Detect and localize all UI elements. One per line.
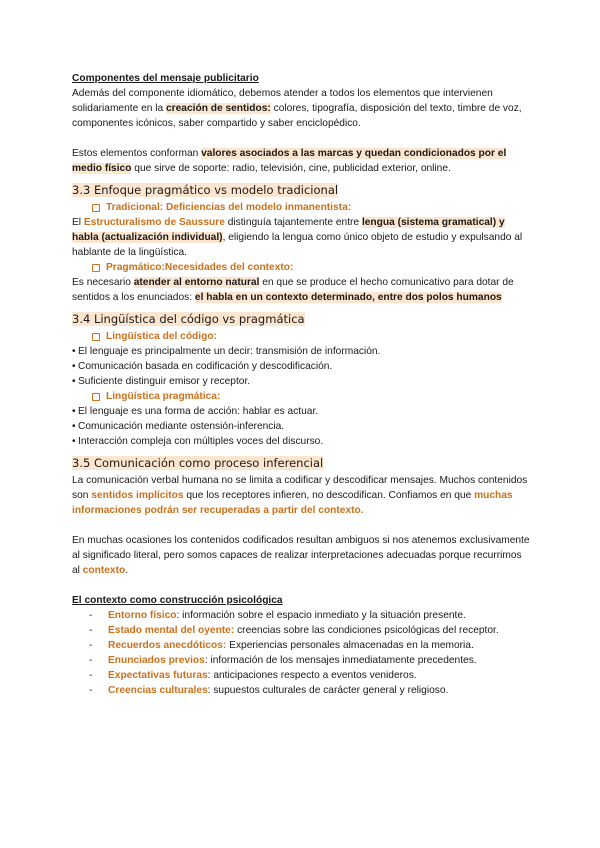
bullet-item (72, 359, 532, 374)
bullet-item (72, 434, 532, 449)
orange-term: Enunciados previos (108, 655, 205, 666)
text: El (72, 217, 84, 228)
paragraph-creation-of-meanings (72, 86, 532, 131)
checkbox-icon[interactable] (92, 204, 100, 212)
checkbox-icon[interactable] (92, 333, 100, 341)
highlight-text: valores asociados a las marcas y quedan condicionados por el medio físico (72, 148, 507, 174)
checklist-item-traditional (92, 200, 532, 215)
section-heading-3-5 (72, 455, 532, 472)
heading-components: Componentes del mensaje publicitario (72, 73, 259, 84)
orange-term: Estado mental del oyente: (108, 625, 235, 636)
text: Además del componente idiomático, debemos atender a todos los elementos que intervienen solidariamente en la (72, 88, 493, 114)
dash-icon: - (89, 625, 93, 636)
orange-term: Creencias culturales (108, 685, 208, 696)
section-title: 3.3 Enfoque pragmático vs modelo tradicional (72, 183, 339, 197)
bullet-icon: • (72, 406, 76, 417)
text: : supuestos culturales de carácter general y religioso. (207, 685, 449, 696)
list-item (89, 668, 532, 683)
bullet-item (72, 344, 532, 359)
spacer (72, 578, 532, 593)
checklist-label: Tradicional: Deficiencias del modelo inmanentista: (106, 202, 352, 213)
list-item (89, 683, 532, 698)
orange-term: Expectativas futuras (108, 670, 208, 681)
text: colores, tipografía, disposición del texto, timbre de voz, componentes icónicos, saber compartido y saber enciclopédico. (72, 103, 522, 129)
checklist-label: Lingüística pragmática: (106, 391, 221, 402)
bullet-text: Comunicación basada en codificación y descodificación. (78, 361, 333, 372)
orange-term: muchas informaciones podrán ser recuperadas a partir del contexto. (72, 490, 513, 516)
bullet-item (72, 404, 532, 419)
paragraph-ambiguous-contents (72, 533, 532, 578)
checklist-label: Lingüística del código: (106, 331, 217, 342)
document-page (72, 71, 532, 698)
orange-term: sentidos implícitos (91, 490, 184, 501)
checklist-item-code-linguistics (92, 329, 532, 344)
checkbox-icon[interactable] (92, 264, 100, 272)
checklist-label: Pragmático:Necesidades del contexto: (106, 262, 294, 273)
text: La comunicación verbal humana no se limita a codificar y descodificar mensajes. Muchos contenidos son (72, 475, 528, 501)
paragraph-implicit-meanings (72, 473, 532, 518)
text: Es necesario (72, 277, 134, 288)
bullet-icon: • (72, 376, 76, 387)
highlight-text: atender al entorno natural (133, 277, 260, 288)
bullet-icon: • (72, 361, 76, 372)
bullet-text: El lenguaje es principalmente un decir: transmisión de información. (78, 346, 381, 357)
section-heading-3-4 (72, 311, 532, 328)
bullet-item (72, 374, 532, 389)
list-item (89, 638, 532, 653)
text: creencias sobre las condiciones psicológicas del receptor. (234, 625, 499, 636)
checklist-item-pragmatic-linguistics (92, 389, 532, 404)
text: Estos elementos conforman (72, 148, 202, 159)
text: : anticipaciones respecto a eventos venideros. (207, 670, 417, 681)
dash-icon: - (89, 670, 93, 681)
paragraph-saussure (72, 215, 532, 260)
text: que los receptores infieren, no descodifican. Confiamos en que (183, 490, 475, 501)
bullet-icon: • (72, 421, 76, 432)
dash-icon: - (89, 685, 93, 696)
text: en que se produce el hecho comunicativo para dotar de sentidos a los enunciados: (72, 277, 514, 303)
section-heading-3-3 (72, 182, 532, 199)
text: . (125, 565, 129, 576)
paragraph-natural-environment (72, 275, 532, 305)
bullet-text: Interacción compleja con múltiples voces del discurso. (78, 436, 324, 447)
heading-context: El contexto como construcción psicológica (72, 595, 283, 606)
spacer (72, 518, 532, 533)
list-item (89, 608, 532, 623)
orange-term: Recuerdos anecdóticos: (108, 640, 227, 651)
checklist-item-pragmatic (92, 260, 532, 275)
bullet-text: Suficiente distinguir emisor y receptor. (78, 376, 251, 387)
bullet-text: Comunicación mediante ostensión-inferencia. (78, 421, 285, 432)
text: : información sobre el espacio inmediato y la situación presente. (176, 610, 466, 621)
spacer (72, 131, 532, 146)
orange-term: contexto (82, 565, 126, 576)
highlight-text: lengua (sistema gramatical) y habla (actualización individual) (72, 217, 505, 243)
bullet-item (72, 419, 532, 434)
highlight-text: creación de sentidos: (166, 103, 271, 114)
dash-icon: - (89, 655, 93, 666)
list-item (89, 623, 532, 638)
section-title: 3.5 Comunicación como proceso inferencial (72, 456, 324, 470)
highlight-text: el habla en un contexto determinado, entre dos polos humanos (194, 292, 502, 303)
text: , eligiendo la lengua como único objeto de estudio y expulsando al hablante de la lingüística. (72, 232, 523, 258)
text: Experiencias personales almacenadas en la memoria. (226, 640, 474, 651)
list-item (89, 653, 532, 668)
bullet-icon: • (72, 436, 76, 447)
section-title: 3.4 Lingüística del código vs pragmática (72, 312, 305, 326)
orange-term: Estructuralismo de Saussure (83, 217, 225, 228)
bullet-text: El lenguaje es una forma de acción: hablar es actuar. (78, 406, 319, 417)
checkbox-icon[interactable] (92, 393, 100, 401)
text: distinguía tajantemente entre (224, 217, 362, 228)
paragraph-brand-values (72, 146, 532, 176)
dash-icon: - (89, 610, 93, 621)
text: En muchas ocasiones los contenidos codificados resultan ambiguos si nos atenemos exclusivamente al significado literal, pero somos capaces de realizar interpretaciones adecuadas porque recurrimos al (72, 535, 530, 576)
text: : información de los mensajes inmediatamente precedentes. (204, 655, 477, 666)
orange-term: Entorno físico (108, 610, 177, 621)
bullet-icon: • (72, 346, 76, 357)
text: que sirve de soporte: radio, televisión, cine, publicidad exterior, online. (131, 163, 451, 174)
dash-icon: - (89, 640, 93, 651)
